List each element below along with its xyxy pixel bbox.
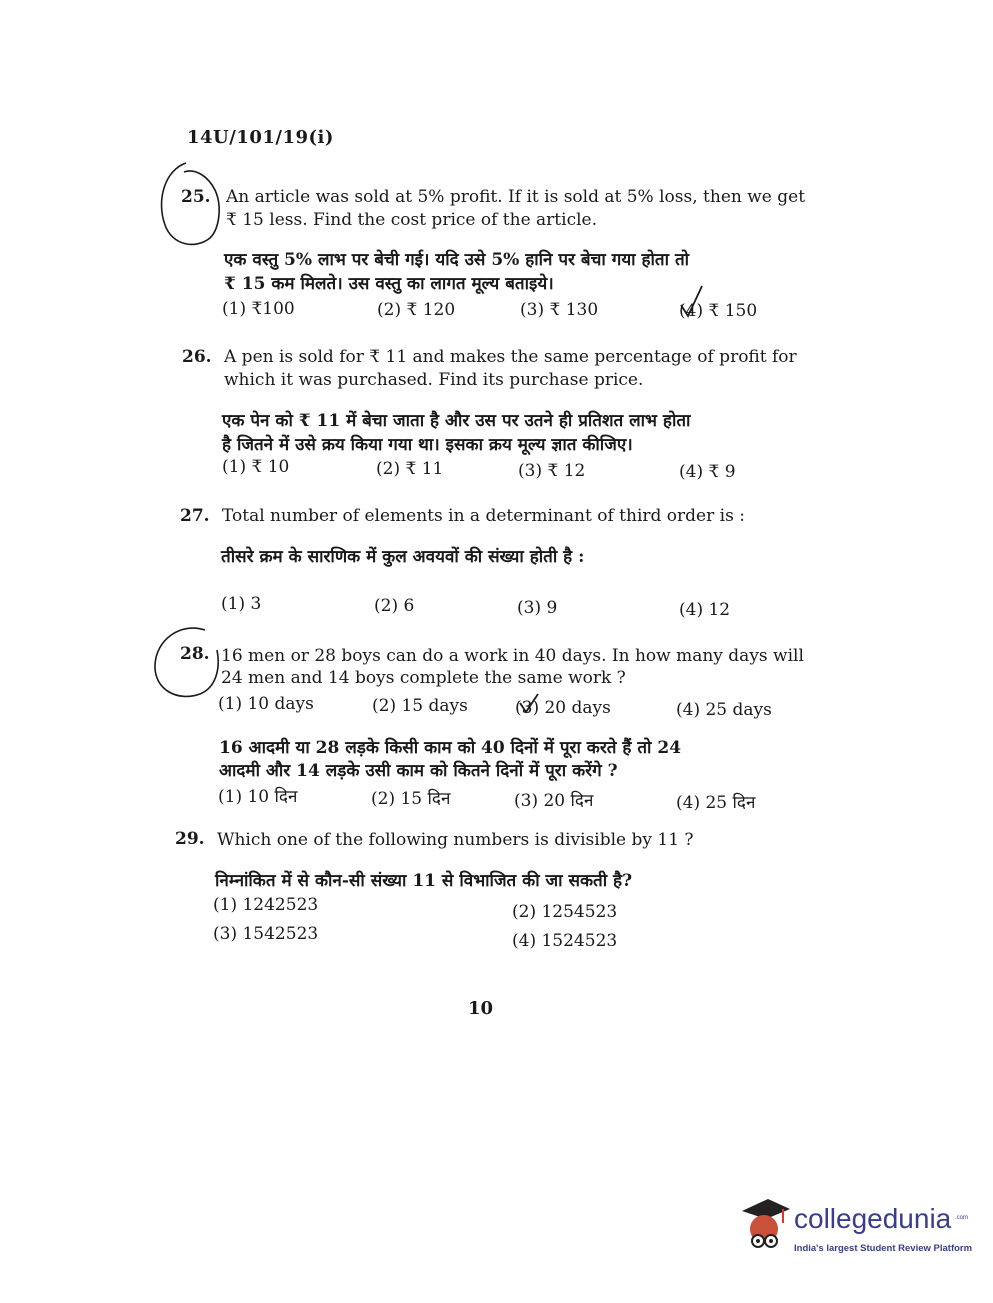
question-25-number: 25.: [181, 187, 211, 207]
question-26-option-4: (4) ₹ 9: [679, 462, 736, 482]
question-27-en-line1: Total number of elements in a determinant of third order is :: [222, 506, 745, 526]
question-28-option-2: (2) 15 days: [372, 696, 468, 716]
question-29-option-1: (1) 1242523: [213, 895, 319, 915]
question-25-hi-line1: एक वस्तु 5% लाभ पर बेची गई। यदि उसे 5% हानि पर बेचा गया होता तो: [224, 250, 690, 270]
logo-domain: .com: [955, 1215, 969, 1221]
question-29-option-3: (3) 1542523: [213, 924, 319, 944]
question-28-option-4: (4) 25 days: [676, 700, 772, 720]
collegedunia-logo: [738, 1193, 973, 1273]
q25-answer-tick: [681, 286, 702, 316]
question-27-number: 27.: [180, 506, 210, 526]
question-28-hi-line2: आदमी और 14 लड़के उसी काम को कितने दिनों में पूरा करेंगे ?: [219, 761, 618, 781]
question-27-option-3: (3) 9: [517, 598, 558, 618]
question-27-hi-line1: तीसरे क्रम के सारणिक में कुल अवयवों की संख्या होती है :: [221, 547, 585, 567]
question-25-option-1: (1) ₹100: [222, 299, 295, 319]
question-28-en-line1: 16 men or 28 boys can do a work in 40 days. In how many days will: [221, 646, 804, 666]
document-code: 14U/101/19(i): [187, 127, 334, 148]
logo-brand-name: collegedunia: [794, 1203, 952, 1234]
question-25-option-4: (4) ₹ 150: [679, 301, 758, 321]
question-28-number: 28.: [180, 644, 210, 664]
question-29-number: 29.: [175, 829, 205, 849]
question-29-option-4: (4) 1524523: [512, 931, 618, 951]
question-26-number: 26.: [182, 347, 212, 367]
question-25-option-2: (2) ₹ 120: [377, 300, 456, 320]
question-28-en-line2: 24 men and 14 boys complete the same work ?: [221, 668, 626, 688]
question-25-en-line1: An article was sold at 5% profit. If it is sold at 5% loss, then we get: [226, 187, 806, 207]
question-28-hi-line1: 16 आदमी या 28 लड़के किसी काम को 40 दिनों में पूरा करते हैं तो 24: [219, 738, 682, 758]
question-26-en-line1: A pen is sold for ₹ 11 and makes the same percentage of profit for: [224, 347, 797, 367]
question-26-option-2: (2) ₹ 11: [376, 459, 444, 479]
question-28-hi-option-3: (3) 20 दिन: [514, 791, 594, 811]
question-26-option-3: (3) ₹ 12: [518, 461, 586, 481]
question-25-hi-line2: ₹ 15 कम मिलते। उस वस्तु का लागत मूल्य बताइये।: [224, 274, 554, 294]
question-26-en-line2: which it was purchased. Find its purchase price.: [224, 370, 644, 390]
question-27-option-1: (1) 3: [221, 594, 262, 614]
question-29-option-2: (2) 1254523: [512, 902, 618, 922]
question-26-option-1: (1) ₹ 10: [222, 457, 290, 477]
question-28-option-1: (1) 10 days: [218, 694, 314, 714]
q28-circle-mark: [155, 628, 218, 696]
question-28-hi-option-2: (2) 15 दिन: [371, 789, 451, 809]
question-28-hi-option-4: (4) 25 दिन: [676, 793, 756, 813]
question-29-en-line1: Which one of the following numbers is divisible by 11 ?: [217, 830, 694, 850]
question-25-option-3: (3) ₹ 130: [520, 300, 599, 320]
question-29-hi-line1: निम्नांकित में से कौन-सी संख्या 11 से विभाजित की जा सकती है?: [215, 871, 633, 891]
logo-tagline: India's largest Student Review Platform: [794, 1243, 973, 1254]
question-27-option-2: (2) 6: [374, 596, 415, 616]
q28-answer-tick: [520, 694, 538, 712]
question-27-option-4: (4) 12: [679, 600, 731, 620]
q25-circle-mark: [162, 163, 220, 244]
question-26-hi-line2: है जितने में उसे क्रय किया गया था। इसका क्रय मूल्य ज्ञात कीजिए।: [222, 435, 633, 455]
question-28-hi-option-1: (1) 10 दिन: [218, 787, 298, 807]
question-26-hi-line1: एक पेन को ₹ 11 में बेचा जाता है और उस पर उतने ही प्रतिशत लाभ होता: [222, 411, 691, 431]
page-number: 10: [468, 998, 494, 1019]
mascot-icon: [738, 1197, 790, 1259]
question-28-option-3: (3) 20 days: [515, 698, 611, 718]
question-25-en-line2: ₹ 15 less. Find the cost price of the article.: [226, 210, 597, 230]
